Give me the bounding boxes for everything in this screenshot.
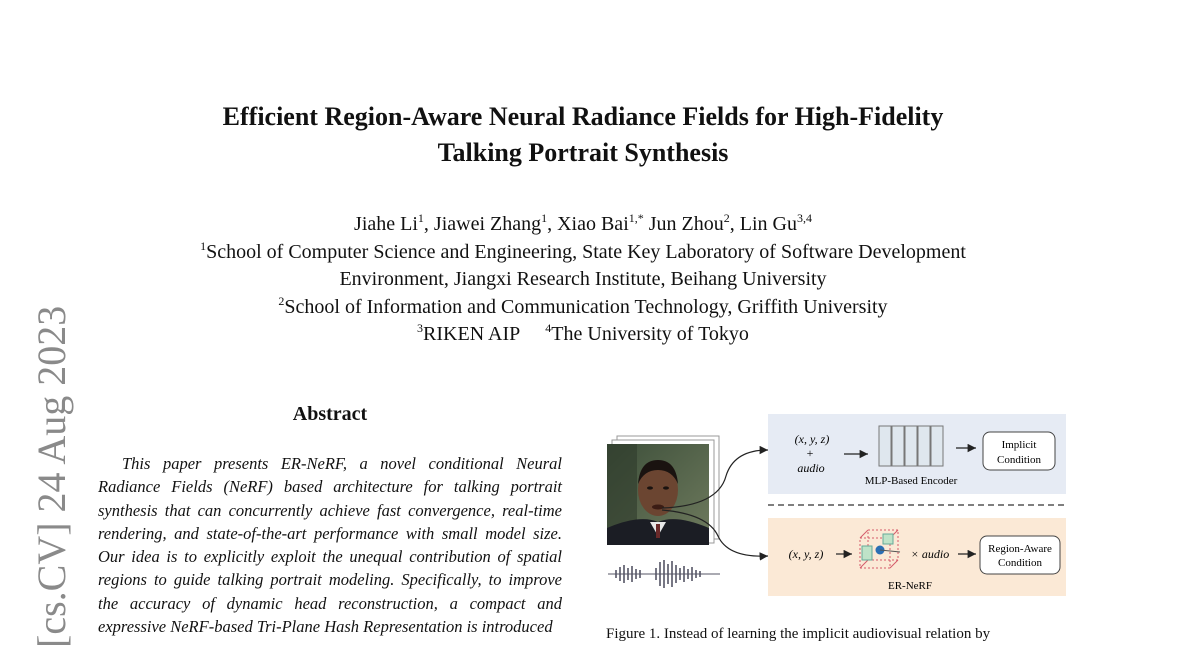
top-input-label: (x, y, z) xyxy=(794,432,830,446)
abstract-paragraph: This paper presents ER-NeRF, a novel conditional Neural Radiance Fields (NeRF) based architecture for talking portrait synthesis that can concurrently achieve fast convergence, real-time rendering, and state-of-the-art performance with small model size. Our idea is to explicitly exploit the unequal contribution of spatial regions to guide talking portrait modeling. Specifically, to improve the accuracy of dynamic head reconstruction, a compact and expressive NeRF-based Tri-Plane Hash Representation is introduced xyxy=(98,454,562,637)
affiliation-text: RIKEN AIP xyxy=(423,323,521,345)
title-line-1: Efficient Region-Aware Neural Radiance Fields for High-Fidelity xyxy=(222,102,944,131)
affiliation-3-4 xyxy=(0,321,1166,349)
affil-mark: 1 xyxy=(200,238,207,253)
title-line-2: Talking Portrait Synthesis xyxy=(437,138,729,167)
author-affil-mark: 1 xyxy=(541,211,548,225)
bottom-input-label: (x, y, z) xyxy=(788,547,824,561)
author-name: Jiahe Li xyxy=(354,213,418,235)
portrait-image xyxy=(607,436,719,545)
affiliation-2 xyxy=(0,294,1166,322)
affiliation-text: The University of Tokyo xyxy=(551,323,749,345)
encoder-label: MLP-Based Encoder xyxy=(864,475,958,487)
audio-waveform xyxy=(608,560,720,588)
affil-mark: 4 xyxy=(545,321,552,335)
affiliation-1-cont: Environment, Jiangxi Research Institute, Beihang University xyxy=(339,268,827,290)
figure-caption: Figure 1. Instead of learning the implicit audiovisual relation by xyxy=(606,626,991,642)
abstract-heading: Abstract xyxy=(292,403,368,425)
implicit-label-line1: Implicit xyxy=(1001,439,1037,451)
affil-mark: 2 xyxy=(278,293,285,308)
author-name: , Jiawei Zhang xyxy=(423,213,542,235)
times-audio-label: × audio xyxy=(910,547,950,561)
mlp-encoder-icon xyxy=(879,426,943,466)
region-label-line1: Region-Aware xyxy=(988,543,1052,555)
author-list xyxy=(0,211,1166,239)
author-name: , Xiao Bai xyxy=(547,213,629,235)
author-affil-mark: 3,4 xyxy=(796,211,812,225)
implicit-label-line2: Condition xyxy=(996,454,1042,466)
author-affil-mark: 1 xyxy=(417,211,424,225)
author-name: Jun Zhou xyxy=(643,213,724,235)
region-label-line2: Condition xyxy=(997,557,1043,569)
affil-mark: 3 xyxy=(417,321,424,335)
affiliation-1 xyxy=(0,239,1166,267)
affiliation-text: School of Computer Science and Engineering, State Key Laboratory of Software Development xyxy=(206,240,966,263)
author-affil-mark: 1,* xyxy=(628,211,644,225)
plus-label: + xyxy=(806,446,814,460)
ernerf-label: ER-NeRF xyxy=(888,580,932,592)
author-affil-mark: 2 xyxy=(723,211,730,225)
arxiv-side-stamp: [cs.CV] 24 Aug 2023 xyxy=(29,305,74,648)
figure-1 xyxy=(600,410,1070,610)
affiliation-text: School of Information and Communication Technology, Griffith University xyxy=(284,295,888,318)
paper-title xyxy=(0,99,1166,171)
audio-label: audio xyxy=(797,461,825,475)
author-block xyxy=(0,211,1166,349)
author-name: , Lin Gu xyxy=(729,213,797,235)
abstract-body xyxy=(98,452,562,638)
